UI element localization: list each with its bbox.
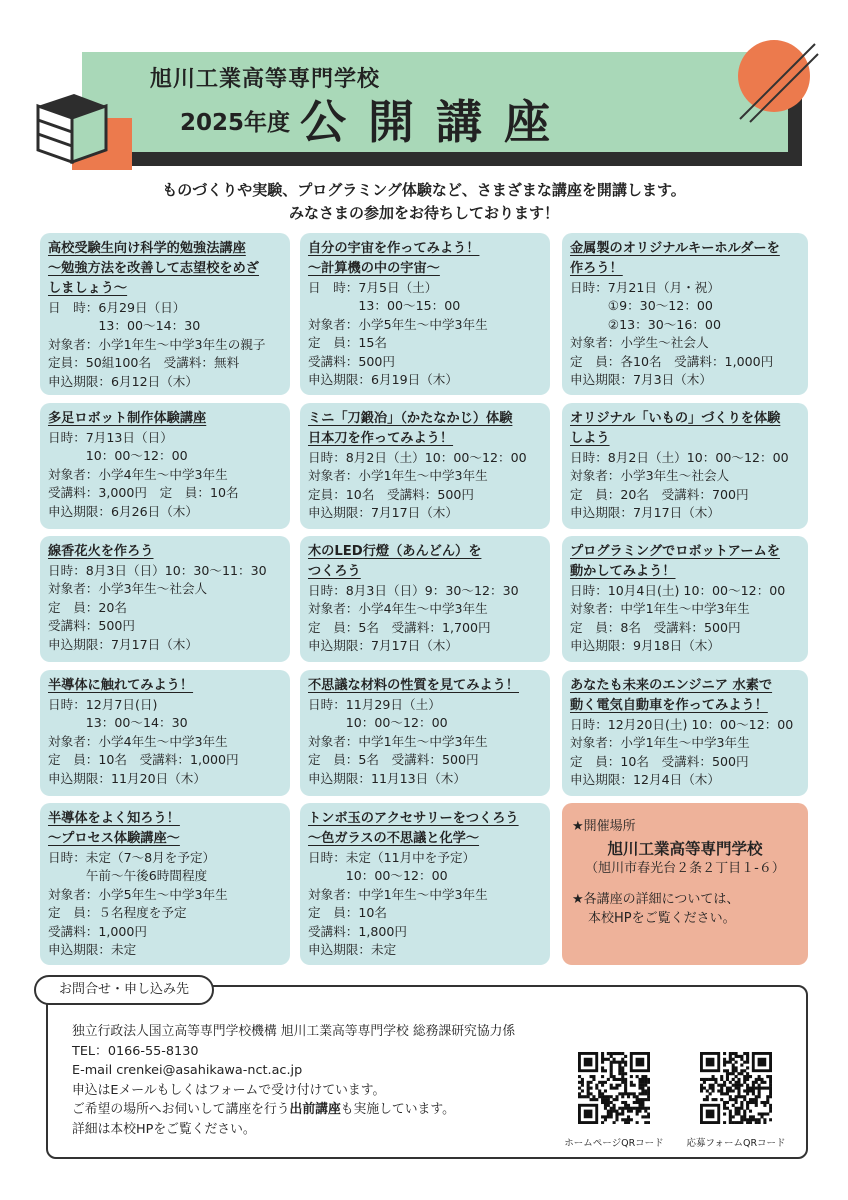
course-card	[300, 670, 550, 796]
course-detail: 受講料：1,000円	[48, 923, 148, 939]
course-detail: 対象者：小学3年生〜社会人	[570, 468, 730, 484]
course-detail: 日時：12月7日(日)	[48, 697, 158, 712]
course-detail: 対象者：小学3年生〜社会人	[48, 581, 208, 597]
venue-address: （旭川市春光台２条２丁目１-６）	[585, 861, 785, 876]
course-detail: 日時：12月20日(土) 10：00〜12：00	[570, 717, 794, 732]
course-title: あなたも未来のエンジニア 水素で	[570, 678, 773, 693]
course-detail: 定 員：５名程度を予定	[48, 905, 187, 921]
course-detail: 申込期限：11月20日（木）	[48, 770, 206, 786]
course-detail: 受講料：1,800円	[308, 923, 408, 939]
course-title: ミニ「刀鍛冶」（かたなかじ）体験	[308, 411, 513, 426]
course-detail: 申込期限：未定	[308, 942, 397, 958]
course-card	[300, 233, 550, 395]
course-card	[40, 403, 290, 529]
course-detail: 13：00〜14：30	[48, 318, 201, 334]
course-detail: 日時：未定（7〜8月を予定）	[48, 850, 216, 865]
course-detail: 定 員：15名	[308, 335, 387, 351]
form-qr-label: 応募フォームQRコード	[686, 1138, 786, 1149]
venue-note-1: ★各講座の詳細については、	[572, 892, 740, 907]
year-label: 2025年度	[180, 110, 291, 136]
course-title: 〜色ガラスの不思議と化学〜	[308, 831, 480, 846]
course-title: 木のLED行燈（あんどん）を	[308, 544, 482, 559]
course-title: 不思議な材料の性質を見てみよう！	[308, 678, 519, 693]
course-detail: 申込期限：未定	[48, 942, 137, 958]
course-detail: 受講料：3,000円 定 員：10名	[48, 485, 239, 501]
course-title: 自分の宇宙を作ってみよう！	[308, 241, 480, 256]
course-detail: 申込期限：6月12日（木）	[48, 373, 198, 389]
course-detail: 定員：50組100名 受講料：無料	[48, 355, 240, 371]
course-detail: 申込期限：11月13日（木）	[308, 770, 466, 786]
venue-heading: ★開催場所	[572, 819, 636, 834]
course-card	[562, 403, 808, 529]
course-title: 〜プロセス体験講座〜	[48, 831, 180, 846]
course-detail: 10：00〜12：00	[308, 715, 448, 731]
course-detail: 日時：8月3日（日）10：30〜11：30	[48, 563, 267, 578]
course-title: 高校受験生向け科学的勉強法講座	[48, 241, 246, 256]
course-detail: 定 員：10名 受講料：1,000円	[48, 752, 239, 768]
course-detail: 10：00〜12：00	[308, 868, 448, 884]
course-detail: 日時：8月2日（土）10：00〜12：00	[308, 450, 527, 465]
course-detail: 対象者：小学4年生〜中学3年生	[48, 733, 228, 749]
course-detail: 申込期限：6月26日（木）	[48, 503, 198, 519]
course-detail: 定員：10名 受講料：500円	[308, 486, 475, 502]
course-card	[562, 233, 808, 395]
course-detail: 日 時：7月5日（土）	[308, 280, 438, 295]
course-detail: 対象者：小学1年生〜中学3年生	[570, 735, 750, 751]
course-title: オリジナル「いもの」づくりを体験	[570, 411, 781, 426]
venue-card	[562, 803, 808, 965]
course-detail: 定 員：20名	[48, 599, 127, 615]
cube-icon	[34, 90, 134, 174]
course-title: つくろう	[308, 564, 361, 579]
course-detail: 対象者：小学4年生〜中学3年生	[48, 466, 228, 482]
course-title: 多足ロボット制作体験講座	[48, 411, 207, 426]
course-detail: 申込期限：7月3日（木）	[570, 372, 712, 388]
course-detail: 13：00〜15：00	[308, 298, 461, 314]
course-title: 動かしてみよう！	[570, 564, 676, 579]
course-title: 〜勉強方法を改善して志望校をめざ	[48, 261, 259, 276]
contact-org: 独立行政法人国立高等専門学校機構 旭川工業高等専門学校 総務課研究協力係	[72, 1024, 516, 1039]
course-detail: 定 員：8名 受講料：500円	[570, 619, 741, 635]
intro-line-1: ものづくりや実験、プログラミング体験など、さまざまな講座を開講します。	[162, 181, 686, 199]
course-detail: 申込期限：7月17日（木）	[308, 505, 458, 521]
contact-tel[interactable]: TEL：0166-55-8130	[72, 1043, 199, 1059]
course-detail: 申込期限：9月18日（木）	[570, 638, 720, 654]
course-detail: 対象者：小学1年生〜中学3年生	[308, 468, 488, 484]
contact-tag: お問合せ・申し込み先	[34, 975, 214, 1005]
course-detail: 13：00〜14：30	[48, 715, 188, 731]
course-detail: 対象者：小学4年生〜中学3年生	[308, 601, 488, 617]
course-detail: 定 員：10名	[308, 905, 387, 921]
homepage-qr-label: ホームページQRコード	[564, 1138, 664, 1149]
course-title: プログラミングでロボットアームを	[570, 544, 780, 559]
contact-email[interactable]: E-mail crenkei@asahikawa-nct.ac.jp	[72, 1063, 303, 1079]
course-title: 線香花火を作ろう	[48, 544, 154, 559]
course-detail: 申込期限：12月4日（木）	[570, 772, 720, 788]
course-title: 金属製のオリジナルキーホルダーを	[570, 241, 780, 256]
venue-note-2: 本校HPをご覧ください。	[588, 911, 736, 926]
course-detail: 日時：未定（11月中を予定）	[308, 850, 476, 865]
contact-note-2: ご希望の場所へお伺いして講座を行う出前講座も実施しています。	[72, 1102, 455, 1118]
course-detail: 対象者：中学1年生〜中学3年生	[308, 886, 488, 902]
course-card	[40, 670, 290, 796]
homepage-qr-code[interactable]	[578, 1052, 650, 1124]
course-detail: 日時：7月13日（日）	[48, 430, 173, 445]
course-detail: 日時：11月29日（土）	[308, 697, 441, 712]
course-detail: 定 員：10名 受講料：500円	[570, 753, 749, 769]
course-detail: 受講料：500円	[48, 618, 136, 634]
course-detail: 申込期限：7月17日（木）	[570, 505, 720, 521]
course-title: しましょう〜	[48, 281, 128, 296]
page-title: 公開講座	[300, 95, 572, 149]
form-qr-code[interactable]	[700, 1052, 772, 1124]
course-detail: ②13：30〜16：00	[570, 316, 721, 332]
course-card	[40, 536, 290, 662]
course-detail: 申込期限：7月17日（木）	[48, 636, 198, 652]
course-detail: 日時：8月2日（土）10：00〜12：00	[570, 450, 789, 465]
course-card	[300, 536, 550, 662]
course-title: 半導体をよく知ろう！	[48, 811, 180, 826]
course-card	[40, 233, 290, 395]
course-card	[300, 403, 550, 529]
venue-school: 旭川工業高等専門学校	[607, 840, 763, 858]
course-detail: 受講料：500円	[308, 353, 396, 369]
course-detail: 日時：7月21日（月・祝）	[570, 280, 720, 295]
course-title: しよう	[570, 431, 610, 446]
school-name: 旭川工業高等専門学校	[150, 67, 381, 92]
course-detail: 日時：10月4日(土) 10：00〜12：00	[570, 583, 786, 598]
course-detail: 対象者：中学1年生〜中学3年生	[308, 733, 488, 749]
course-detail: 対象者：小学1年生〜中学3年生の親子	[48, 336, 266, 352]
contact-note-1: 申込はEメールもしくはフォームで受け付けています。	[72, 1082, 386, 1098]
course-detail: 対象者：小学生〜社会人	[570, 335, 709, 351]
course-detail: 10：00〜12：00	[48, 448, 188, 464]
course-title: 〜計算機の中の宇宙〜	[308, 261, 440, 276]
course-detail: 定 員：各10名 受講料：1,000円	[570, 353, 774, 369]
course-detail: 定 員：20名 受講料：700円	[570, 486, 749, 502]
course-title: 半導体に触れてみよう！	[48, 678, 194, 693]
course-card	[562, 670, 808, 796]
demo-lecture-emphasis: 出前講座	[289, 1102, 341, 1118]
course-title: 作ろう！	[570, 261, 623, 276]
course-detail: 対象者：小学5年生〜中学3年生	[308, 316, 488, 332]
course-title: 動く電気自動車を作ってみよう！	[570, 698, 768, 713]
course-detail: 日 時：6月29日（日）	[48, 300, 186, 315]
contact-text	[72, 1022, 572, 1140]
course-detail: 申込期限：7月17日（木）	[308, 638, 458, 654]
intro-line-2: みなさまの参加をお待ちしております！	[288, 204, 559, 222]
course-detail: 定 員：5名 受講料：500円	[308, 752, 479, 768]
course-detail: 午前〜午後6時間程度	[48, 868, 208, 884]
course-card	[300, 803, 550, 965]
course-card	[40, 803, 290, 965]
course-title: 日本刀を作ってみよう！	[308, 431, 454, 446]
course-detail: 対象者：小学5年生〜中学3年生	[48, 886, 228, 902]
contact-note-3: 詳細は本校HPをご覧ください。	[72, 1121, 256, 1137]
course-detail: ①9：30〜12：00	[570, 298, 713, 314]
course-title: トンボ玉のアクセサリーをつくろう	[308, 811, 519, 826]
course-detail: 日時：8月3日（日）9：30〜12：30	[308, 583, 519, 598]
decorative-lines	[730, 34, 820, 124]
course-card	[562, 536, 808, 662]
course-detail: 対象者：中学1年生〜中学3年生	[570, 601, 750, 617]
course-detail: 定 員：5名 受講料：1,700円	[308, 619, 491, 635]
course-detail: 申込期限：6月19日（木）	[308, 372, 458, 388]
